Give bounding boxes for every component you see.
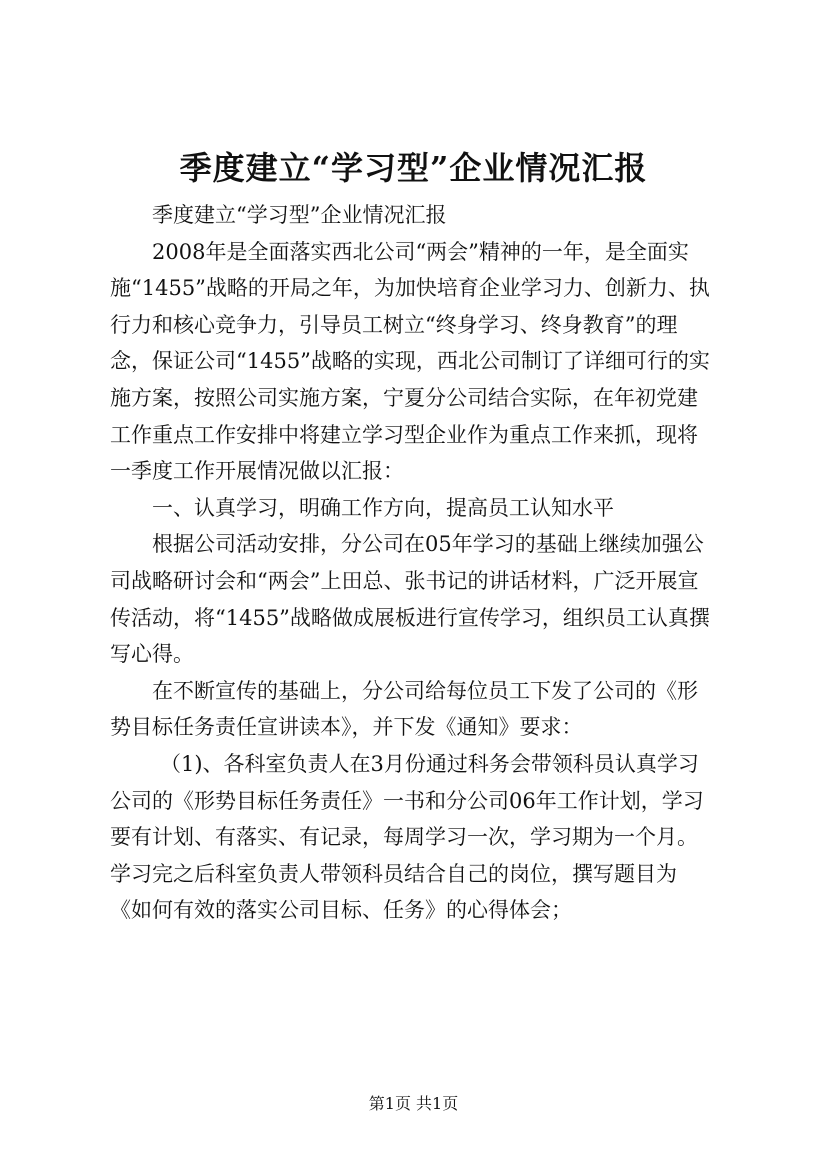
paragraph-activities: 根据公司活动安排，分公司在05年学习的基础上继续加强公司战略研讨会和“两会”上田总、张书记的讲话材料，广泛开展宣传活动，将“1455”战略做成展板进行宣传学习，组织员工认真撰写心得。 (110, 532, 710, 667)
paragraph-distribution: 在不断宣传的基础上，分公司给每位员工下发了公司的《形势目标任务责任宣讲读本》，并下发《通知》要求： (110, 678, 698, 740)
document-body (110, 197, 718, 929)
document-title: 季度建立“学习型”企业情况汇报 (179, 149, 648, 187)
page-footer: 第1页 共1页 (368, 1094, 459, 1113)
paragraph-intro: 2008年是全面落实西北公司“两会”精神的一年，是全面实施“1455”战略的开局之年，为加快培育企业学习力、创新力、执行力和核心竞争力，引导员工树立“终身学习、终身教育”的理念，保证公司“1455”战略的实现，西北公司制订了详细可行的实施方案，按照公司实施方案，宁夏分公司结合实际，在年初党建工作重点工作安排中将建立学习型企业作为重点工作来抓，现将一季度工作开展情况做以汇报： (110, 239, 710, 484)
paragraph-subtitle: 季度建立“学习型”企业情况汇报 (152, 203, 447, 227)
section-heading: 一、认真学习，明确工作方向，提高员工认知水平 (152, 495, 614, 520)
paragraph-requirement-1: （1)、各科室负责人在3月份通过科务会带领科员认真学习公司的《形势目标任务责任》一书和分公司06年工作计划，学习要有计划、有落实、有记录，每周学习一次，学习期为一个月。学习完之后科室负责人带领科员结合自己的岗位，撰写题目为《如何有效的落实公司目标、任务》的心得体会； (110, 751, 704, 923)
